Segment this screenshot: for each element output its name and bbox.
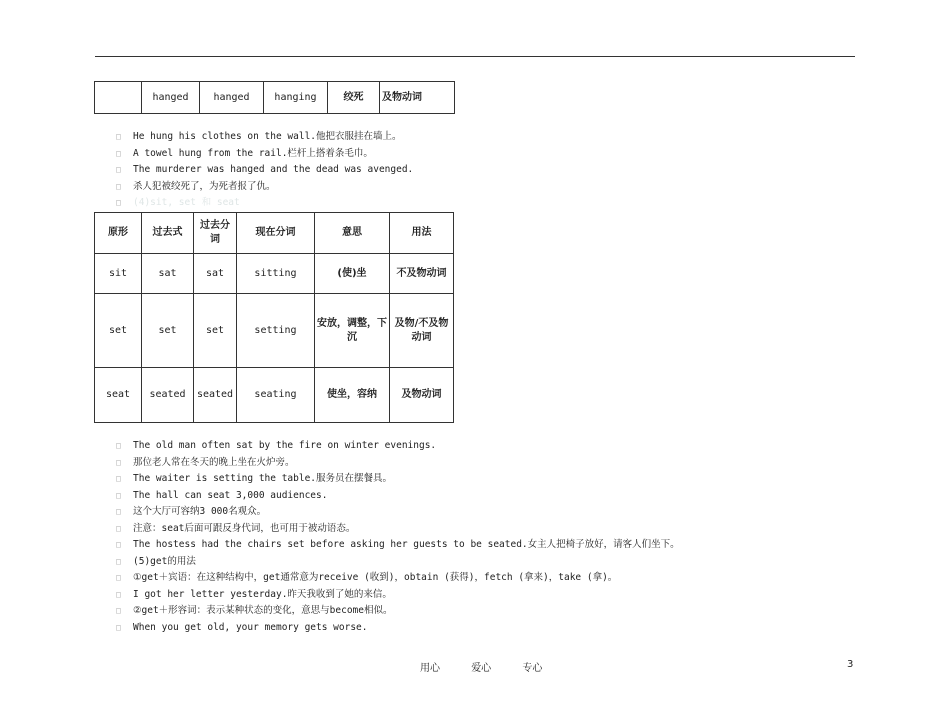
example-lines-2 bbox=[118, 438, 680, 636]
column-header: 过去式 bbox=[142, 213, 194, 254]
table-cell: set bbox=[142, 294, 194, 368]
table-cell: 及物动词 bbox=[380, 82, 455, 114]
table-row bbox=[95, 82, 455, 114]
header-rule bbox=[95, 56, 855, 57]
table-cell: (使)坐 bbox=[315, 254, 390, 294]
column-header: 原形 bbox=[95, 213, 142, 254]
table-row bbox=[95, 368, 454, 423]
footer-item: 爱心 bbox=[471, 663, 492, 674]
hang-table bbox=[94, 81, 455, 114]
table-cell: seating bbox=[237, 368, 315, 423]
table-cell: sat bbox=[142, 254, 194, 294]
table-cell: seated bbox=[142, 368, 194, 423]
list-item: □ When you get old, your memory gets worse. bbox=[116, 621, 368, 633]
list-item: □ 注意：seat后面可跟反身代词，也可用于被动语态。 bbox=[116, 522, 356, 534]
list-item: □ 那位老人常在冬天的晚上坐在火炉旁。 bbox=[116, 456, 295, 468]
list-item: □ 这个大厅可容纳3 000名观众。 bbox=[116, 506, 267, 517]
table-cell: sit bbox=[95, 254, 142, 294]
list-item: □ A towel hung from the rail.栏杆上搭着条毛巾。 bbox=[116, 147, 373, 159]
table-cell: 绞死 bbox=[328, 82, 380, 114]
example-lines-1 bbox=[118, 129, 413, 212]
table-cell: 使坐，容纳 bbox=[315, 368, 390, 423]
list-item: □ The hall can seat 3,000 audiences. bbox=[116, 489, 328, 501]
list-item: □ 杀人犯被绞死了，为死者报了仇。 bbox=[116, 180, 276, 192]
footer-item: 用心 bbox=[420, 663, 440, 674]
table-cell: sitting bbox=[237, 254, 315, 294]
table-cell: set bbox=[194, 294, 237, 368]
list-item: □ ①get＋宾语：在这种结构中，get通常意为receive (收到)，obtain (获得)，fetch (拿来)，take (拿)。 bbox=[116, 572, 618, 583]
table-cell: setting bbox=[237, 294, 315, 368]
table-cell: 不及物动词 bbox=[390, 254, 454, 294]
list-item: □ (4)sit, set 和 seat bbox=[116, 197, 240, 208]
table-cell: seat bbox=[95, 368, 142, 423]
list-item: □ The old man often sat by the fire on winter evenings. bbox=[116, 440, 437, 451]
table-cell: 及物/不及物动词 bbox=[390, 294, 454, 368]
table-cell: seated bbox=[194, 368, 237, 423]
table-cell: 安放，调整，下沉 bbox=[315, 294, 390, 368]
list-item: □ He hung his clothes on the wall.他把衣服挂在墙上。 bbox=[116, 131, 402, 142]
table-cell: sat bbox=[194, 254, 237, 294]
list-item: □ The murderer was hanged and the dead was avenged. bbox=[116, 164, 414, 175]
footer-item: 专心 bbox=[522, 663, 543, 674]
sit-set-seat-table bbox=[94, 212, 454, 423]
table-cell: set bbox=[95, 294, 142, 368]
list-item: □ The hostess had the chairs set before asking her guests to be seated.女主人把椅子放好，请客人们坐下。 bbox=[116, 539, 680, 550]
table-row bbox=[95, 254, 454, 294]
table-cell: 及物动词 bbox=[390, 368, 454, 423]
page-number: 3 bbox=[847, 659, 854, 670]
page-footer bbox=[420, 659, 570, 674]
table-cell: hanged bbox=[200, 82, 264, 114]
list-item: □ The waiter is setting the table.服务员在摆餐具。 bbox=[116, 473, 393, 484]
table-cell: hanged bbox=[142, 82, 200, 114]
list-item: □ I got her letter yesterday.昨天我收到了她的来信。 bbox=[116, 588, 392, 600]
table-cell bbox=[95, 82, 142, 114]
column-header: 现在分词 bbox=[237, 213, 315, 254]
column-header: 过去分词 bbox=[194, 213, 237, 254]
list-item: □ (5)get的用法 bbox=[116, 555, 196, 567]
table-cell: hanging bbox=[264, 82, 328, 114]
table-row bbox=[95, 294, 454, 368]
table-header-row bbox=[95, 213, 454, 254]
list-item: □ ②get＋形容词：表示某种状态的变化，意思与become相似。 bbox=[116, 605, 393, 616]
column-header: 意思 bbox=[315, 213, 390, 254]
column-header: 用法 bbox=[390, 213, 454, 254]
